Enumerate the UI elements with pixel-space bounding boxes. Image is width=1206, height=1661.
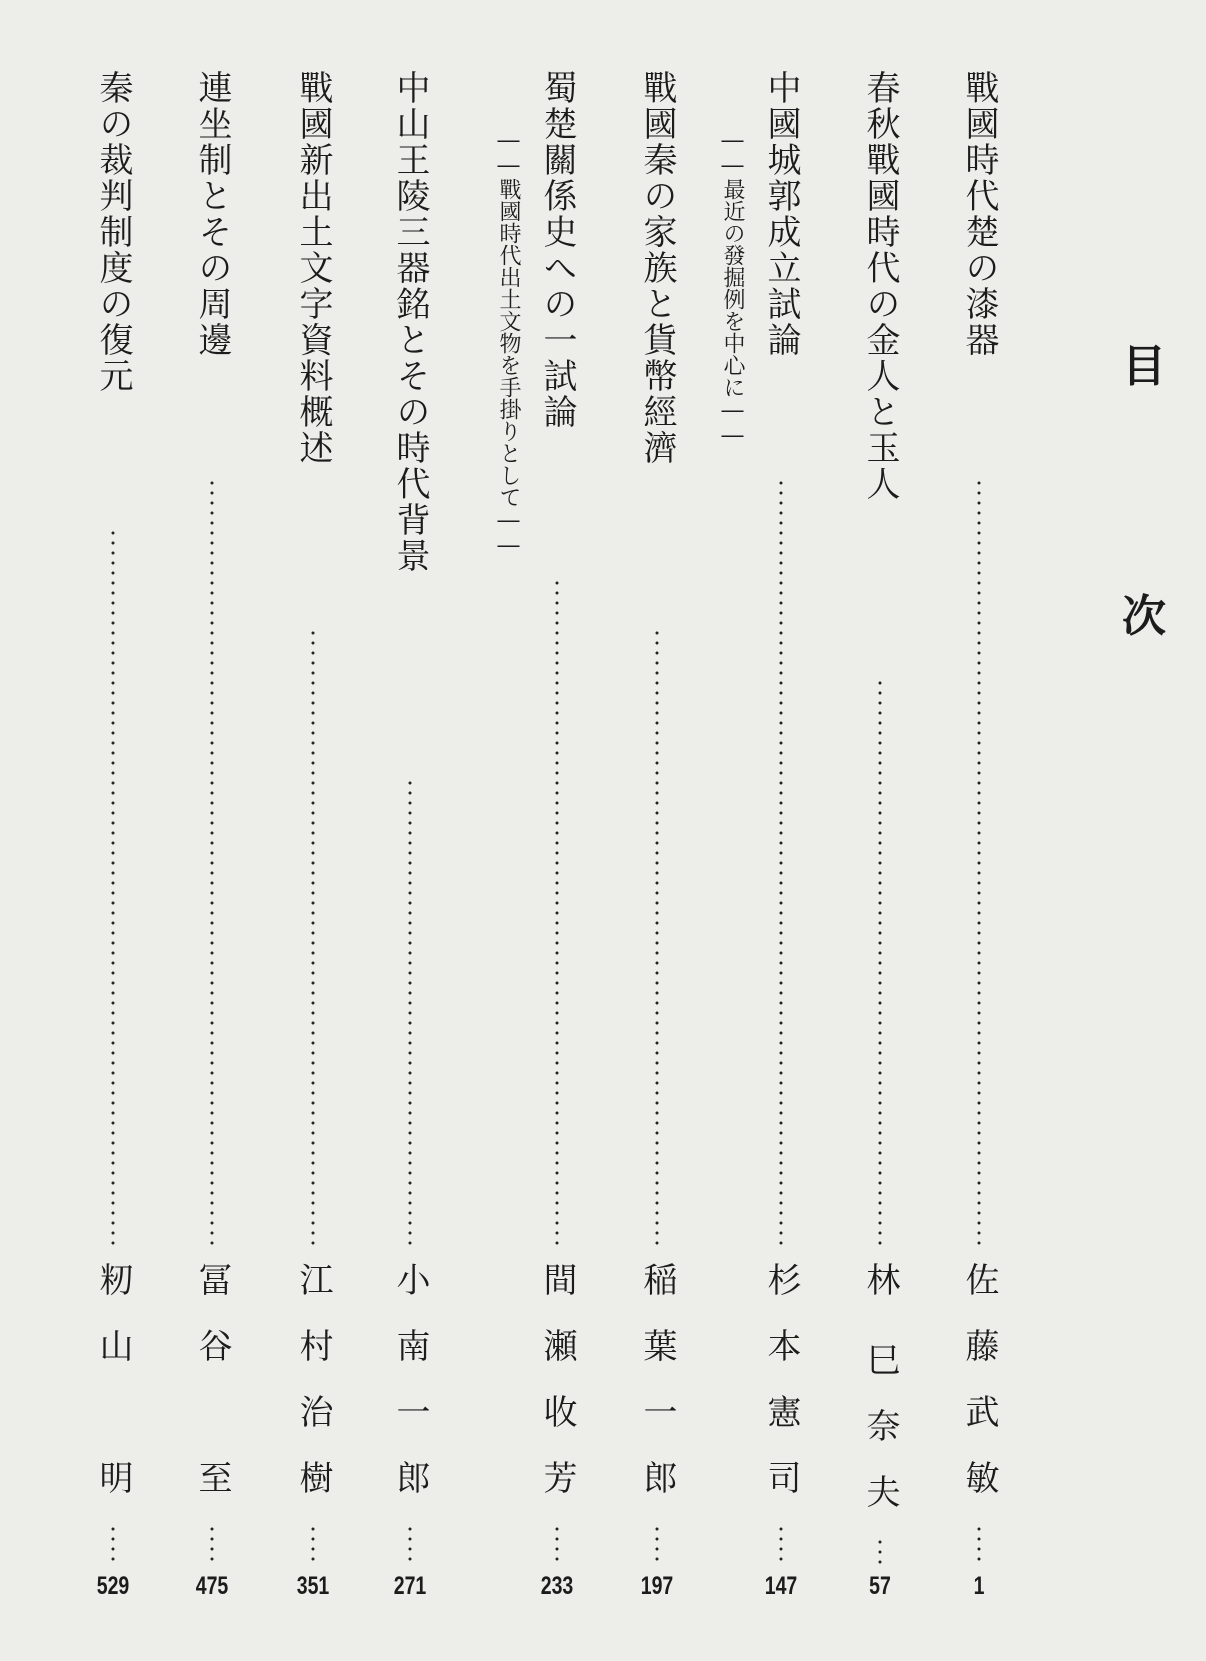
dot-leader	[111, 528, 115, 1250]
entry-page-number: 475	[195, 1572, 229, 1600]
entry-subtitle: ――最近の發掘例を中心に――	[720, 128, 745, 448]
entry-title: 蜀楚關係史への一試論	[537, 70, 577, 430]
entry-page-number: 1	[973, 1572, 985, 1600]
entry-page-number: 197	[640, 1572, 674, 1600]
dot-leader-short	[779, 1524, 783, 1566]
entry-title: 戰國時代楚の漆器	[959, 70, 999, 358]
dot-leader-short	[878, 1537, 882, 1566]
entry-title: 秦の裁判制度の復元	[93, 70, 133, 394]
toc-heading-char-2: 次	[1122, 591, 1166, 642]
entry-title: 中國城郭成立試論	[761, 70, 801, 358]
dot-leader	[210, 478, 214, 1250]
entry-page-number: 147	[764, 1572, 798, 1600]
dot-leader	[311, 628, 315, 1250]
dot-leader-short	[655, 1524, 659, 1566]
entry-title: 春秋戰國時代の金人と玉人	[860, 70, 900, 502]
dot-leader-short	[311, 1524, 315, 1566]
entry-page-number: 57	[869, 1572, 891, 1600]
dot-leader-short	[555, 1524, 559, 1566]
dot-leader-short	[210, 1524, 214, 1566]
toc-entry[interactable]: 戰國秦の家族と貨幣經濟 稲 葉 一 郎 197	[633, 0, 681, 1661]
dot-leader-short	[111, 1524, 115, 1566]
toc-entry[interactable]: 中國城郭成立試論 ――最近の發掘例を中心に―― 杉 本 憲 司 147	[757, 0, 805, 1661]
dot-leader	[408, 778, 412, 1250]
toc-entry[interactable]: 秦の裁判制度の復元 籾 山 明 529	[89, 0, 137, 1661]
entry-title: 中山王陵三器銘とその時代背景	[390, 70, 430, 574]
entry-page-number: 233	[540, 1572, 574, 1600]
entry-title: 戰國秦の家族と貨幣經濟	[637, 70, 677, 466]
toc-entry[interactable]: 戰國新出土文字資料概述 江 村 治 樹 351	[289, 0, 337, 1661]
entry-page-number: 529	[96, 1572, 130, 1600]
toc-entry[interactable]: 春秋戰國時代の金人と玉人 林 巳 奈 夫 57	[856, 0, 904, 1661]
entry-page-number: 271	[393, 1572, 427, 1600]
toc-heading-char-1: 目	[1122, 341, 1166, 392]
toc-entry[interactable]: 連坐制とその周邊 冨 谷 至 475	[188, 0, 236, 1661]
dot-leader	[555, 578, 559, 1250]
dot-leader	[878, 678, 882, 1250]
dot-leader	[779, 478, 783, 1250]
dot-leader	[655, 628, 659, 1250]
toc-entry[interactable]: 蜀楚關係史への一試論 ――戰國時代出土文物を手掛りとして―― 間 瀬 收 芳 233	[533, 0, 581, 1661]
entry-title: 戰國新出土文字資料概述	[293, 70, 333, 466]
dot-leader	[977, 478, 981, 1250]
toc-entry[interactable]: 中山王陵三器銘とその時代背景 小 南 一 郎 271	[386, 0, 434, 1661]
entry-subtitle: ――戰國時代出土文物を手掛りとして――	[496, 128, 521, 558]
entry-page-number: 351	[296, 1572, 330, 1600]
toc-entry[interactable]: 戰國時代楚の漆器 佐 藤 武 敏 1	[955, 0, 1003, 1661]
dot-leader-short	[977, 1524, 981, 1566]
dot-leader-short	[408, 1524, 412, 1566]
entry-title: 連坐制とその周邊	[192, 70, 232, 358]
